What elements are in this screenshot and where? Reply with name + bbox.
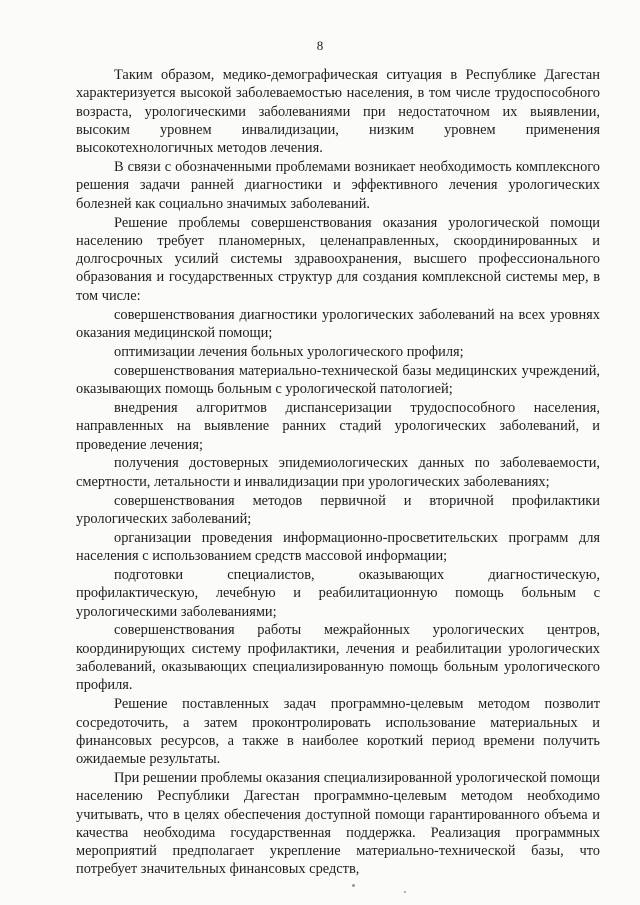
list-item: подготовки специалистов, оказывающих диагностическую, профилактическую, лечебную и реабилитационную помощь больным с урологическими заболеваниями; bbox=[76, 566, 600, 620]
page-number: 8 bbox=[316, 38, 324, 53]
scan-speck bbox=[404, 891, 406, 893]
paragraph: В связи с обозначенными проблемами возникает необходимость комплексного решения задачи ранней диагностики и эффективного лечения урологических болезней как социально значимых заболеваний. bbox=[76, 159, 600, 212]
list-item: внедрения алгоритмов диспансеризации трудоспособного населения, направленных на выявление ранних стадий урологических заболеваний, и проведение лечения; bbox=[76, 399, 600, 453]
list-item: оптимизации лечения больных урологического профиля; bbox=[114, 343, 464, 360]
paragraph: Таким образом, медико-демографическая ситуация в Республике Дагестан характеризуется высокой заболеваемостью населения, в том числе трудоспособного возраста, урологическими заболеваниями при недостаточном их выявлении, высоким уровнем инвалидизации, низким уровнем применения высокотехнологичных методов лечения. bbox=[76, 67, 600, 157]
paragraph: Решение поставленных задач программно-целевым методом позволит сосредоточить, а затем проконтролировать использование материальных и финансовых ресурсов, а также в наиболее короткий период времени получить ожидаемые результаты. bbox=[76, 696, 600, 768]
list-item: совершенствования методов первичной и вторичной профилактики урологических заболеваний; bbox=[76, 492, 600, 527]
list-item: совершенствования диагностики урологических заболеваний на всех уровнях оказания медицинской помощи; bbox=[76, 306, 600, 341]
list-item: совершенствования работы межрайонных урологических центров, координирующих систему профилактики, лечения и реабилитации урологических заболеваний, оказывающих специализированную помощь больным урологического профиля. bbox=[76, 622, 600, 694]
list-item: получения достоверных эпидемиологических данных по заболеваемости, смертности, летальности и инвалидизации при урологических заболеваниях; bbox=[76, 455, 600, 490]
list-item: организации проведения информационно-просветительских программ для населения с использованием средств массовой информации; bbox=[76, 529, 600, 565]
paragraph: Решение проблемы совершенствования оказания урологической помощи населению требует планомерных, целенаправленных, скоординированных и долгосрочных усилий системы здравоохранения, высшего профессионального образования и государственных структур для создания комплексной системы мер, в том числе: bbox=[76, 214, 600, 304]
paragraph: При решении проблемы оказания специализированной урологической помощи населению Республики Дагестан программно-целевым методом необходимо учитывать, что в целях обеспечения доступной помощи гарантированного объема и качества необходима государственная поддержка. Реализация программных мероприятий предполагает укрепление материально-технической базы, что потребует значительных финансовых средств, bbox=[76, 770, 600, 878]
list-item: совершенствования материально-технической базы медицинских учреждений, оказывающих помощь больным с урологической патологией; bbox=[76, 362, 600, 398]
scan-speck bbox=[352, 884, 355, 887]
body-text bbox=[76, 66, 600, 879]
